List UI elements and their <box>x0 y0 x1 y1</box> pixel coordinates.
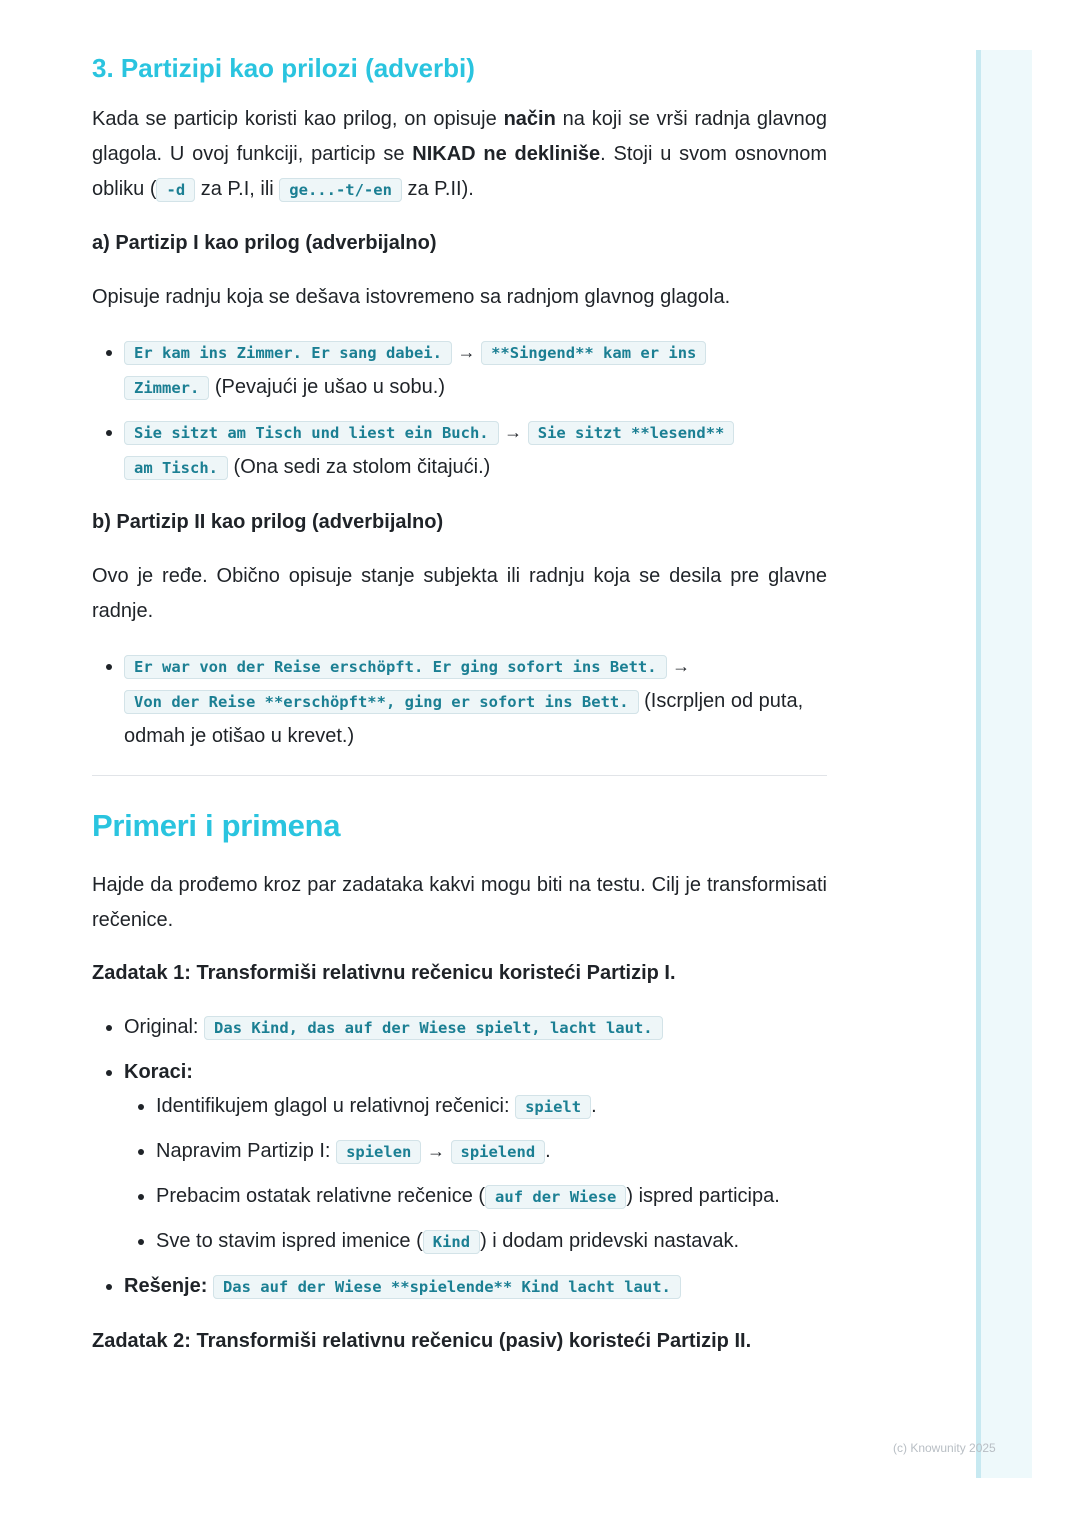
list-item: • Sie sitzt am Tisch und liest ein Buch. → Sie sitzt **lesend** am Tisch. (Ona sedi za stolom čitajući.) <box>124 415 827 485</box>
watermark: (c) Knowunity 2025 <box>893 1441 996 1455</box>
examples-list-b <box>92 649 827 753</box>
inline-code: am Tisch. <box>124 456 228 480</box>
section-title: 3. Partizipi kao prilozi (adverbi) <box>92 53 475 83</box>
solution-label: Rešenje: <box>124 1275 213 1297</box>
page-sidebar <box>976 50 1032 1478</box>
inline-code: Das auf der Wiese **spielende** Kind lacht laut. <box>213 1275 681 1299</box>
inline-code: Er war von der Reise erschöpft. Er ging sofort ins Bett. <box>124 655 667 679</box>
task1-heading: Zadatak 1: Transformiši relativnu rečenicu koristeći Partizip I. <box>92 962 676 984</box>
steps-label: Koraci: <box>124 1061 193 1083</box>
examples-list-a <box>92 335 827 485</box>
task2-heading: Zadatak 2: Transformiši relativnu rečenicu (pasiv) koristeći Partizip II. <box>92 1330 752 1352</box>
list-item: • Sve to stavim ispred imenice ( Kind ) i dodam pridevski nastavak. <box>156 1224 827 1259</box>
list-item: • Napravim Partizip I: spielen → spielend . <box>156 1134 827 1169</box>
subheading-b-desc: Ovo je ređe. Obično opisuje stanje subjekta ili radnju koja se desila pre glavne radnje. <box>92 565 827 622</box>
arrow-icon: → <box>457 342 476 362</box>
bold-term: način <box>503 108 556 130</box>
inline-code: **Singend** kam er ins <box>481 341 706 365</box>
inline-code: Kind <box>423 1230 480 1254</box>
inline-code: spielt <box>515 1095 591 1119</box>
section-intro: Kada se particip koristi kao prilog, on opisuje način na koji se vrši radnja glavnog glagola. U ovoj funkciji, particip se NIKAD ne dekliniše. Stoji u svom osnovnom obliku ( -d za P.I, ili ge...-t/-en za P.II). <box>92 108 827 200</box>
divider <box>92 775 827 776</box>
inline-code: ge...-t/-en <box>279 178 402 202</box>
inline-code: Zimmer. <box>124 376 209 400</box>
list-item: • Identifikujem glagol u relativnoj rečenici: spielt . <box>156 1089 827 1124</box>
primeri-intro: Hajde da prođemo kroz par zadataka kakvi mogu biti na testu. Cilj je transformisati rečenice. <box>92 874 827 931</box>
inline-code: Sie sitzt am Tisch und liest ein Buch. <box>124 421 499 445</box>
inline-code: Von der Reise **erschöpft**, ging er sofort ins Bett. <box>124 690 639 714</box>
subheading-a: a) Partizip I kao prilog (adverbijalno) <box>92 232 437 254</box>
steps-list <box>124 1089 827 1259</box>
bold-term: NIKAD ne dekliniše <box>412 143 601 165</box>
arrow-icon: → <box>426 1141 445 1161</box>
list-item <box>124 1055 827 1259</box>
list-item <box>124 1269 827 1304</box>
arrow-icon: → <box>672 656 691 676</box>
inline-code: Das Kind, das auf der Wiese spielt, lacht laut. <box>204 1016 663 1040</box>
subheading-a-desc: Opisuje radnju koja se dešava istovremeno sa radnjom glavnog glagola. <box>92 286 731 308</box>
list-item: • Prebacim ostatak relativne rečenice ( auf der Wiese ) ispred participa. <box>156 1179 827 1214</box>
document-content <box>92 46 827 1378</box>
list-item: • Er kam ins Zimmer. Er sang dabei. → **Singend** kam er ins Zimmer. (Pevajući je ušao u sobu.) <box>124 335 827 405</box>
subheading-b: b) Partizip II kao prilog (adverbijalno) <box>92 511 444 533</box>
inline-code: spielend <box>451 1140 546 1164</box>
arrow-icon: → <box>504 422 523 442</box>
primeri-title: Primeri i primena <box>92 808 341 843</box>
task1-list <box>92 1010 827 1304</box>
inline-code: Sie sitzt **lesend** <box>528 421 735 445</box>
inline-code: Er kam ins Zimmer. Er sang dabei. <box>124 341 452 365</box>
list-item: • Original: Das Kind, das auf der Wiese spielt, lacht laut. <box>124 1010 827 1045</box>
inline-code: -d <box>156 178 195 202</box>
inline-code: spielen <box>336 1140 421 1164</box>
inline-code: auf der Wiese <box>485 1185 626 1209</box>
list-item: • Er war von der Reise erschöpft. Er ging sofort ins Bett. → Von der Reise **erschöpft**, ging er sofort ins Bett. (Iscrpljen od puta, odmah je otišao u krevet.) <box>124 649 827 753</box>
